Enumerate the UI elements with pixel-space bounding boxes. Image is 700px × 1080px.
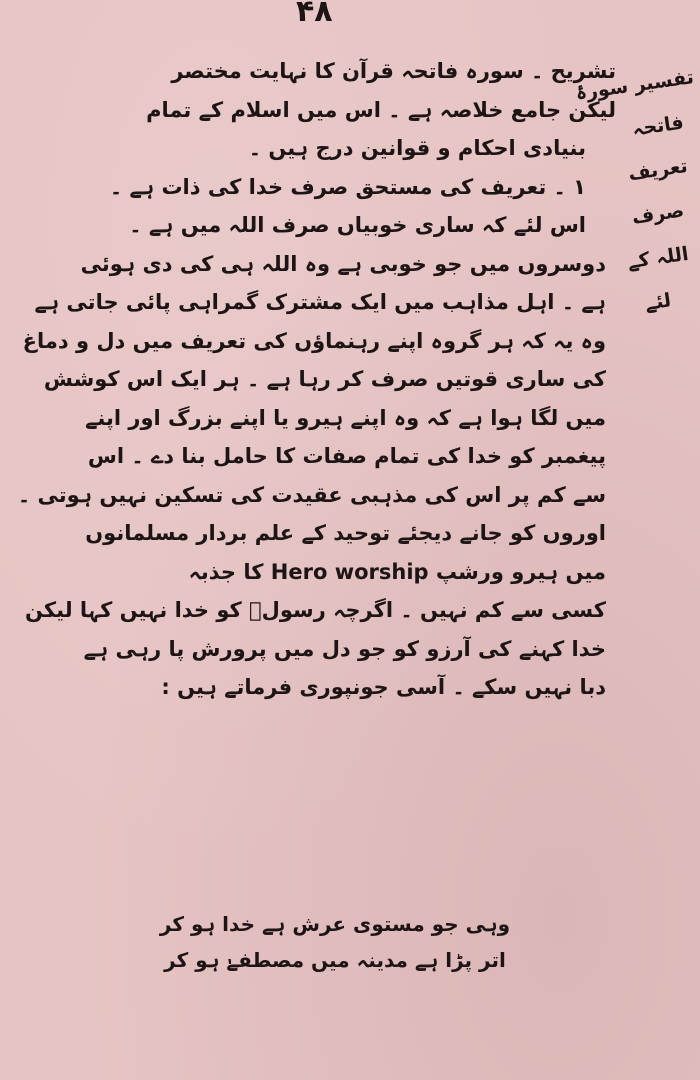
margin-note [574, 60, 696, 324]
text-line: اس لئے کہ ساری خوبیاں صرف اللہ میں ہے ۔ [129, 213, 586, 237]
text-line: پیغمبر کو خدا کی تمام صفات کا حامل بنا دے ۔ اس [87, 444, 606, 468]
text-line: دبا نہیں سکے ۔ آسی جونپوری فرماتے ہیں : [161, 675, 606, 699]
main-text-block [16, 52, 616, 707]
margin-note-line: اللہ کے [626, 242, 690, 274]
text-line: ہے ۔ اہل مذاہب میں ایک مشترک گمراہی پائی جاتی ہے [34, 290, 606, 314]
verse-line: اتر پڑا ہے مدینہ میں مصطفےٰ ہو کر [164, 948, 506, 972]
margin-note-line: تفسیر سورۂ [574, 66, 696, 105]
page-number: ۴۸ [296, 0, 333, 29]
margin-note-line: صرف [630, 199, 686, 229]
text-line: ۱ ۔ تعریف کی مستحق صرف خدا کی ذات ہے ۔ [109, 174, 586, 199]
verse-line: وہی جو مستوی عرش ہے خدا ہو کر [159, 912, 511, 936]
text-line: بنیادی احکام و قوانین درج ہیں ۔ [248, 136, 586, 160]
text-line: سے کم پر اس کی مذہبی عقیدت کی تسکین نہیں ہوتی ۔ [17, 482, 606, 507]
text-line: اوروں کو جانے دیجئے توحید کے علم بردار مسلمانوں [85, 521, 606, 545]
text-line: میں ہیرو ورشپ Hero worship کا جذبہ [188, 559, 606, 584]
margin-note-line: تعریف [627, 154, 689, 186]
text-line: خدا کہنے کی آرزو کو جو دل میں پرورش پا رہی ہے [83, 636, 606, 661]
margin-note-line: لئے [643, 289, 673, 315]
text-line: میں لگا ہوا ہے کہ وہ اپنے ہیرو یا اپنے بزرگ اور اپنے [85, 405, 606, 430]
text-line: کسی سے کم نہیں ۔ اگرچہ رسولؐ کو خدا نہیں کہا لیکن [25, 598, 606, 622]
text-line: دوسروں میں جو خوبی ہے وہ اللہ ہی کی دی ہوئی [80, 251, 606, 276]
margin-note-line: فاتحہ [630, 111, 686, 141]
text-line: وہ یہ کہ ہر گروہ اپنے رہنماؤں کی تعریف میں دل و دماغ [22, 328, 606, 353]
text-line: کی ساری قوتیں صرف کر رہا ہے ۔ ہر ایک اس کوشش [43, 367, 606, 391]
text-line: لیکن جامع خلاصہ ہے ۔ اس میں اسلام کے تمام [146, 97, 616, 122]
text-line: تشریح ۔ سورہ فاتحہ قرآن کا نہایت مختصر [171, 59, 616, 83]
